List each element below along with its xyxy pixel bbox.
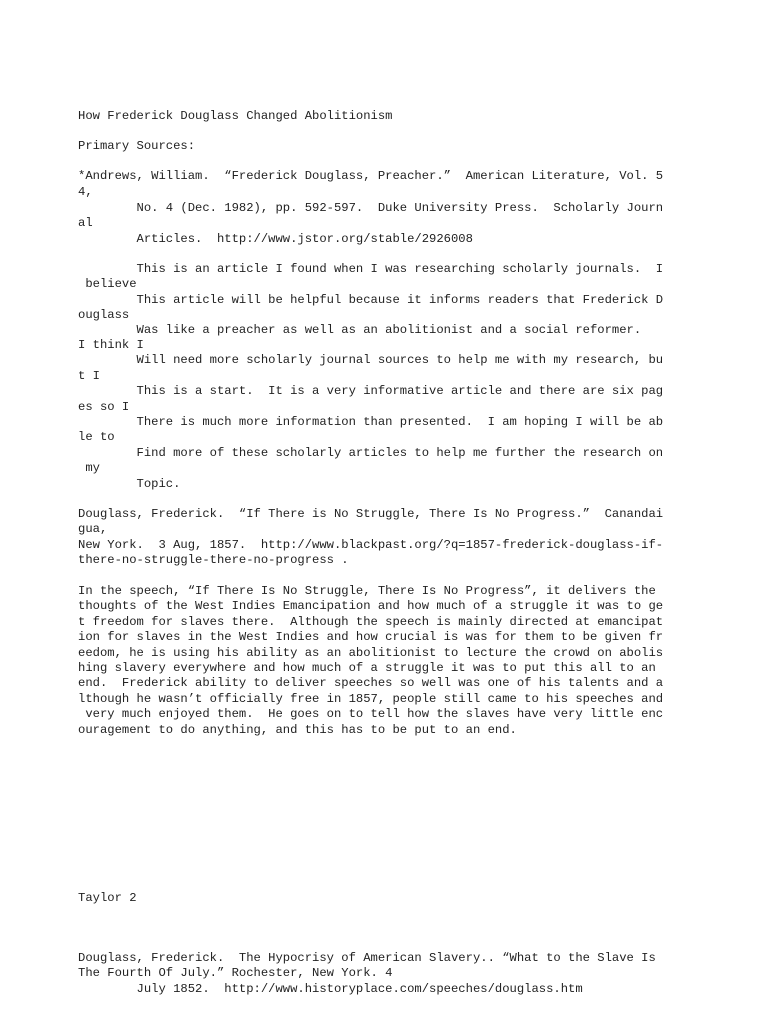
text-line: t freedom for slaves there. Although the speech is mainly directed at emancipat <box>78 615 664 629</box>
page-header: Taylor 2 <box>78 891 137 905</box>
text-line: gua, <box>78 522 108 536</box>
text-line: le to <box>78 430 115 444</box>
text-line: thoughts of the West Indies Emancipation and how much of a struggle it was to ge <box>78 599 664 613</box>
document-title: How Frederick Douglass Changed Abolitionism <box>78 109 393 123</box>
text-line: New York. 3 Aug, 1857. http://www.blackpast.org/?q=1857-frederick-douglass-if- <box>78 538 664 552</box>
text-line: Topic. <box>78 477 181 491</box>
text-line: hing slavery everywhere and how much of a struggle it was to put this all to an <box>78 661 656 675</box>
text-line: es so I <box>78 400 130 414</box>
text-line: Douglass, Frederick. “If There is No Struggle, There Is No Progress.” Canandai <box>78 507 664 521</box>
text-line: There is much more information than presented. I am hoping I will be ab <box>78 415 664 429</box>
text-line: ouglass <box>78 308 130 322</box>
text-line: In the speech, “If There Is No Struggle, There Is No Progress”, it delivers the <box>78 584 656 598</box>
text-line: This is a start. It is a very informative article and there are six pag <box>78 384 664 398</box>
text-line: I think I <box>78 338 144 352</box>
text-line: July 1852. http://www.historyplace.com/speeches/douglass.htm <box>78 982 583 996</box>
text-line: there-no-struggle-there-no-progress . <box>78 553 349 567</box>
text-line: lthough he wasn’t officially free in 1857, people still came to his speeches and <box>78 692 664 706</box>
text-line: This article will be helpful because it informs readers that Frederick D <box>78 293 664 307</box>
text-line: The Fourth Of July.” Rochester, New York. 4 <box>78 966 393 980</box>
text-line: very much enjoyed them. He goes on to tell how the slaves have very little enc <box>78 707 664 721</box>
section-heading: Primary Sources: <box>78 139 196 153</box>
text-line: Articles. http://www.jstor.org/stable/2926008 <box>78 232 473 246</box>
text-line: Was like a preacher as well as an abolitionist and a social reformer. <box>78 323 642 337</box>
text-line: eedom, he is using his ability as an abolitionist to lecture the crowd on abolis <box>78 646 664 660</box>
text-line: This is an article I found when I was researching scholarly journals. I <box>78 262 664 276</box>
text-line: No. 4 (Dec. 1982), pp. 592-597. Duke University Press. Scholarly Journ <box>78 201 664 215</box>
text-line: ouragement to do anything, and this has to be put to an end. <box>78 723 517 737</box>
text-line: ion for slaves in the West Indies and how crucial is was for them to be given fr <box>78 630 664 644</box>
text-line: Douglass, Frederick. The Hypocrisy of American Slavery.. “What to the Slave Is <box>78 951 656 965</box>
text-line: 4, <box>78 185 93 199</box>
text-line: believe <box>78 277 137 291</box>
text-line: t I <box>78 369 100 383</box>
text-line: al <box>78 216 93 230</box>
text-line: Will need more scholarly journal sources to help me with my research, bu <box>78 353 664 367</box>
text-line: Find more of these scholarly articles to help me further the research on <box>78 446 664 460</box>
text-line: my <box>78 461 100 475</box>
text-line: *Andrews, William. “Frederick Douglass, Preacher.” American Literature, Vol. 5 <box>78 169 664 183</box>
text-line: end. Frederick ability to deliver speeches so well was one of his talents and a <box>78 676 664 690</box>
